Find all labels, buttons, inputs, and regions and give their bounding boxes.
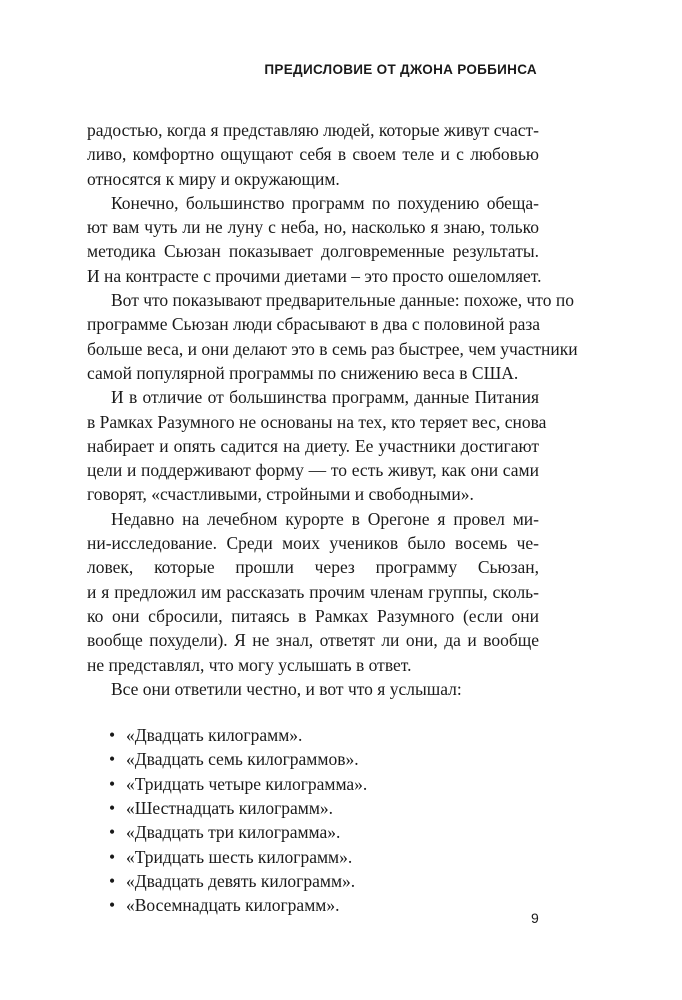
bullet-icon: • <box>109 870 116 891</box>
paragraph-1 <box>87 118 539 191</box>
text-line: ни-исследование. Среди моих учеников было восемь че- <box>87 533 539 554</box>
text-line: радостью, когда я представляю людей, которые живут счаст- <box>87 120 539 140</box>
list-item-text: «Тридцать шесть килограмм». <box>126 846 353 867</box>
list-item-text: «Восемнадцать килограмм». <box>126 895 340 916</box>
text-line: не представлял, что могу услышать в ответ. <box>87 654 412 675</box>
page-number: 9 <box>531 910 539 926</box>
list-item <box>87 723 539 747</box>
list-item <box>87 820 539 844</box>
list-item <box>87 772 539 796</box>
text-line: ко они сбросили, питаясь в Рамках Разумного (если они <box>87 605 539 626</box>
bullet-icon: • <box>109 846 116 867</box>
running-header: ПРЕДИСЛОВИЕ ОТ ДЖОНА РОББИНСА <box>264 62 537 77</box>
list-item <box>87 893 539 917</box>
weight-loss-list <box>87 723 539 917</box>
paragraph-3 <box>87 288 578 385</box>
list-item <box>87 747 539 771</box>
text-line: и я предложил им рассказать прочим членам группы, сколь- <box>87 581 539 602</box>
text-line: программе Сьюзан люди сбрасывают в два с половиной раза <box>87 314 541 335</box>
list-intro: Все они ответили честно, и вот что я услышал: <box>111 678 462 699</box>
text-line: Конечно, большинство программ по похудению обеща- <box>111 192 539 213</box>
text-line: вообще похудели). Я не знал, ответят ли они, да и вообще <box>87 630 539 651</box>
text-line: набирает и опять садится на диету. Ее участники достигают <box>87 435 539 456</box>
list-item-text: «Двадцать девять килограмм». <box>126 870 356 891</box>
list-item <box>87 845 539 869</box>
page-body <box>87 118 578 918</box>
bullet-icon: • <box>109 822 116 843</box>
text-line: в Рамках Разумного не основаны на тех, кто теряет вес, снова <box>87 411 547 432</box>
list-item <box>87 796 539 820</box>
list-item <box>87 869 539 893</box>
bullet-icon: • <box>109 798 116 819</box>
list-item-text: «Двадцать семь килограммов». <box>126 749 359 770</box>
text-line: Недавно на лечебном курорте в Орегоне я провел ми- <box>111 508 539 529</box>
text-line: И на контрасте с прочими диетами – это просто ошеломляет. <box>87 265 542 286</box>
paragraph-2 <box>87 191 542 288</box>
list-item-text: «Шестнадцать килограмм». <box>126 798 334 819</box>
text-line: говорят, «счастливыми, стройными и свободными». <box>87 484 474 505</box>
text-line: самой популярной программы по снижению веса в США. <box>87 362 519 383</box>
bullet-icon: • <box>109 773 116 794</box>
list-item-text: «Двадцать килограмм». <box>126 725 303 746</box>
paragraph-5 <box>87 507 539 677</box>
text-line: ют вам чуть ли не луну с неба, но, насколько я знаю, только <box>87 217 539 238</box>
bullet-icon: • <box>109 895 116 916</box>
text-line: ливо, комфортно ощущают себя в своем теле и с любовью <box>87 144 539 165</box>
bullet-icon: • <box>109 749 116 770</box>
text-line: больше веса, и они делают это в семь раз быстрее, чем участники <box>87 338 578 359</box>
text-line: относятся к миру и окружающим. <box>87 168 340 189</box>
text-line: методика Сьюзан показывает долговременные результаты. <box>87 241 539 262</box>
text-line: И в отличие от большинства программ, данные Питания <box>111 387 539 408</box>
text-line: Вот что показывают предварительные данные: похоже, что по <box>111 290 574 311</box>
bullet-icon: • <box>109 725 116 746</box>
text-line: ловек, которые прошли через программу Сьюзан, <box>87 557 539 578</box>
list-item-text: «Двадцать три килограмма». <box>126 822 341 843</box>
text-line: цели и поддерживают форму — то есть живут, как они сами <box>87 460 539 481</box>
paragraph-4 <box>87 385 547 506</box>
list-item-text: «Тридцать четыре килограмма». <box>126 773 368 794</box>
